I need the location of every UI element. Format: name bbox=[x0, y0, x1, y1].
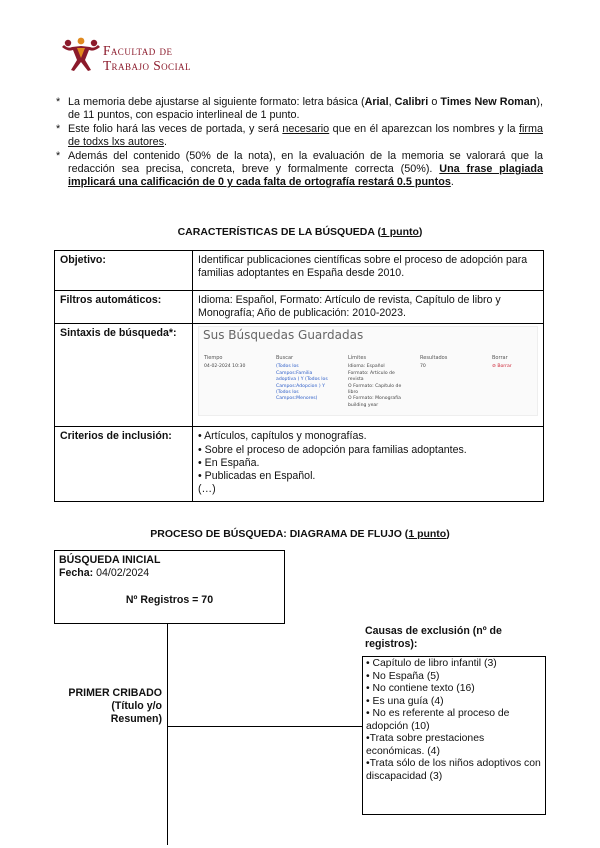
delete-button[interactable] bbox=[492, 364, 512, 370]
objective-label: Objetivo: bbox=[55, 251, 193, 291]
section-title-text: ) bbox=[446, 528, 450, 540]
header-delete: Borrar bbox=[492, 355, 508, 362]
limit-line: building year bbox=[348, 402, 379, 408]
initial-search-box bbox=[54, 550, 285, 624]
section-title-text: CARACTERÍSTICAS DE LA BÚSQUEDA ( bbox=[177, 226, 381, 238]
saved-search-time: 04-02-2024 10:30 bbox=[204, 364, 246, 370]
date-label: Fecha: bbox=[59, 567, 94, 579]
exclusion-causes-box bbox=[362, 656, 546, 815]
query-line: (Todos los bbox=[276, 390, 299, 396]
note-bold: Calibri bbox=[394, 96, 429, 108]
saved-search-title: Sus Búsquedas Guardadas bbox=[203, 328, 364, 343]
logo-word: DE bbox=[159, 47, 173, 57]
logo-word: OCIAL bbox=[161, 62, 192, 72]
note-bold-underline: Una frase plagiada implicará una calificación de 0 y cada falta de ortografía restará 0.5 puntos bbox=[68, 163, 543, 189]
exclusion-item: •Trata sólo de los niños adoptivos con discapacidad (3) bbox=[366, 758, 541, 782]
saved-search-screenshot bbox=[198, 326, 538, 416]
faculty-logo bbox=[60, 36, 200, 76]
exclusion-item: • Es una guía (4) bbox=[366, 695, 444, 707]
logo-letter: F bbox=[103, 43, 111, 58]
criteria-item: • En España. bbox=[198, 456, 260, 469]
delete-label: Borrar bbox=[497, 364, 512, 370]
note-text: , bbox=[388, 96, 395, 108]
section-points: 1 punto bbox=[408, 528, 447, 540]
asterisk-icon: * bbox=[56, 122, 61, 135]
exclusion-causes-title: Causas de exclusión (nº de registros): bbox=[365, 625, 502, 650]
screening-line: PRIMER CRIBADO bbox=[68, 687, 162, 699]
section-points: 1 punto bbox=[380, 226, 419, 238]
first-screening-label bbox=[56, 687, 162, 726]
initial-search-date bbox=[59, 567, 280, 580]
saved-search-results: 70 bbox=[420, 364, 426, 370]
search-characteristics-table bbox=[54, 250, 544, 502]
note-text: Además del contenido (50% de la nota), en la evaluación de la memoria se valorará que la redacción sea precisa, concreta, breve y formalmente correcta (50%). bbox=[68, 149, 543, 176]
people-logo-icon bbox=[60, 36, 102, 76]
note-text: La memoria debe ajustarse al siguiente formato: letra básica ( bbox=[68, 96, 365, 108]
records-count: Nº Registros = 70 bbox=[125, 594, 214, 606]
instruction-item bbox=[56, 150, 543, 190]
flow-connector-horizontal bbox=[167, 726, 363, 727]
header-time: Tiempo bbox=[204, 355, 223, 362]
criteria-label: Criterios de inclusión: bbox=[55, 427, 193, 502]
note-text: ), de 11 puntos, con espacio interlineal de 1 punto. bbox=[68, 96, 543, 122]
note-bold: Times New Roman bbox=[440, 96, 537, 108]
faculty-name bbox=[103, 44, 191, 74]
exclusion-item: •Trata sobre prestaciones económicas. (4) bbox=[366, 733, 485, 757]
section-title-characteristics bbox=[0, 226, 600, 238]
exclusion-item: • No contiene texto (16) bbox=[366, 683, 475, 694]
limit-line: O Formato: Monografía bbox=[348, 396, 401, 402]
asterisk-icon: * bbox=[56, 149, 61, 162]
saved-search-query[interactable] bbox=[276, 364, 328, 402]
criteria-item: • Artículos, capítulos y monografías. bbox=[198, 430, 367, 443]
instructions-list bbox=[56, 96, 543, 190]
query-line: Campos:Menores) bbox=[276, 396, 318, 402]
note-text: Este folio hará las veces de portada, y será bbox=[68, 122, 283, 135]
note-text: . bbox=[450, 176, 454, 189]
note-text: o bbox=[428, 96, 441, 108]
table-row bbox=[55, 324, 544, 427]
criteria-item: (…) bbox=[198, 483, 216, 496]
logo-letter: S bbox=[153, 58, 162, 73]
delete-icon: ⊘ bbox=[492, 364, 496, 370]
note-underline: necesario bbox=[282, 122, 330, 135]
table-row bbox=[55, 291, 544, 324]
flow-connector-vertical bbox=[167, 624, 168, 845]
criteria-list bbox=[193, 427, 544, 502]
limit-line: libro bbox=[348, 390, 359, 396]
note-underline: firma de todxs lxs autores bbox=[68, 122, 543, 149]
limit-line: revista bbox=[348, 377, 364, 383]
section-title-text: ) bbox=[418, 226, 423, 238]
filters-value: Idioma: Español, Formato: Artículo de revista, Capítulo de libro y Monografía; Año de publicación: 2010-2023. bbox=[193, 291, 544, 324]
query-line: Campos:Familia bbox=[276, 370, 313, 376]
exclusion-item: • No es referente al proceso de adopción (10) bbox=[366, 708, 510, 732]
limit-line: Formato: Artículo de bbox=[348, 370, 395, 376]
criteria-item: • Sobre el proceso de adopción para familias adoptantes. bbox=[198, 443, 467, 456]
section-title-text: PROCESO DE BÚSQUEDA: DIAGRAMA DE FLUJO ( bbox=[150, 528, 409, 540]
limit-line: O Formato: Capítulo de bbox=[348, 383, 402, 389]
logo-letter: T bbox=[103, 58, 112, 73]
objective-value: Identificar publicaciones científicas sobre el proceso de adopción para familias adoptantes en España desde 2010. bbox=[193, 251, 544, 291]
query-line: (Todos los bbox=[276, 364, 299, 370]
saved-search-limits bbox=[348, 364, 401, 409]
syntax-cell bbox=[193, 324, 544, 427]
instruction-item bbox=[56, 96, 543, 122]
initial-search-title: BÚSQUEDA INICIAL bbox=[59, 554, 161, 566]
table-row bbox=[55, 251, 544, 291]
screening-line: (Título y/o bbox=[111, 700, 162, 712]
note-text: . bbox=[164, 136, 168, 149]
criteria-item: • Publicadas en Español. bbox=[198, 470, 316, 483]
note-bold: Arial bbox=[364, 96, 389, 108]
note-text: que en él aparezcan los nombres y la bbox=[329, 122, 519, 135]
date-value: 04/02/2024 bbox=[96, 567, 150, 579]
exclusion-item: • No España (5) bbox=[366, 670, 440, 682]
filters-label: Filtros automáticos: bbox=[55, 291, 193, 324]
syntax-label: Sintaxis de búsqueda*: bbox=[55, 324, 193, 427]
asterisk-icon: * bbox=[56, 96, 61, 108]
exclusion-item: • Capítulo de libro infantil (3) bbox=[366, 658, 497, 669]
header-limits: Límites bbox=[348, 355, 367, 362]
screening-line: Resumen) bbox=[110, 713, 162, 725]
header-search: Buscar bbox=[276, 355, 294, 362]
query-line: Campos:Adopcion ) Y bbox=[276, 383, 325, 389]
logo-word: RABAJO bbox=[111, 62, 150, 72]
logo-word: ACULTAD bbox=[110, 47, 156, 57]
instruction-item bbox=[56, 123, 543, 149]
section-title-flow bbox=[0, 528, 600, 540]
header-results: Resultados bbox=[420, 355, 448, 362]
limit-line: Idioma: Español bbox=[348, 364, 385, 370]
table-row bbox=[55, 427, 544, 502]
query-line: adoptiva ) Y (Todos los bbox=[276, 377, 328, 383]
